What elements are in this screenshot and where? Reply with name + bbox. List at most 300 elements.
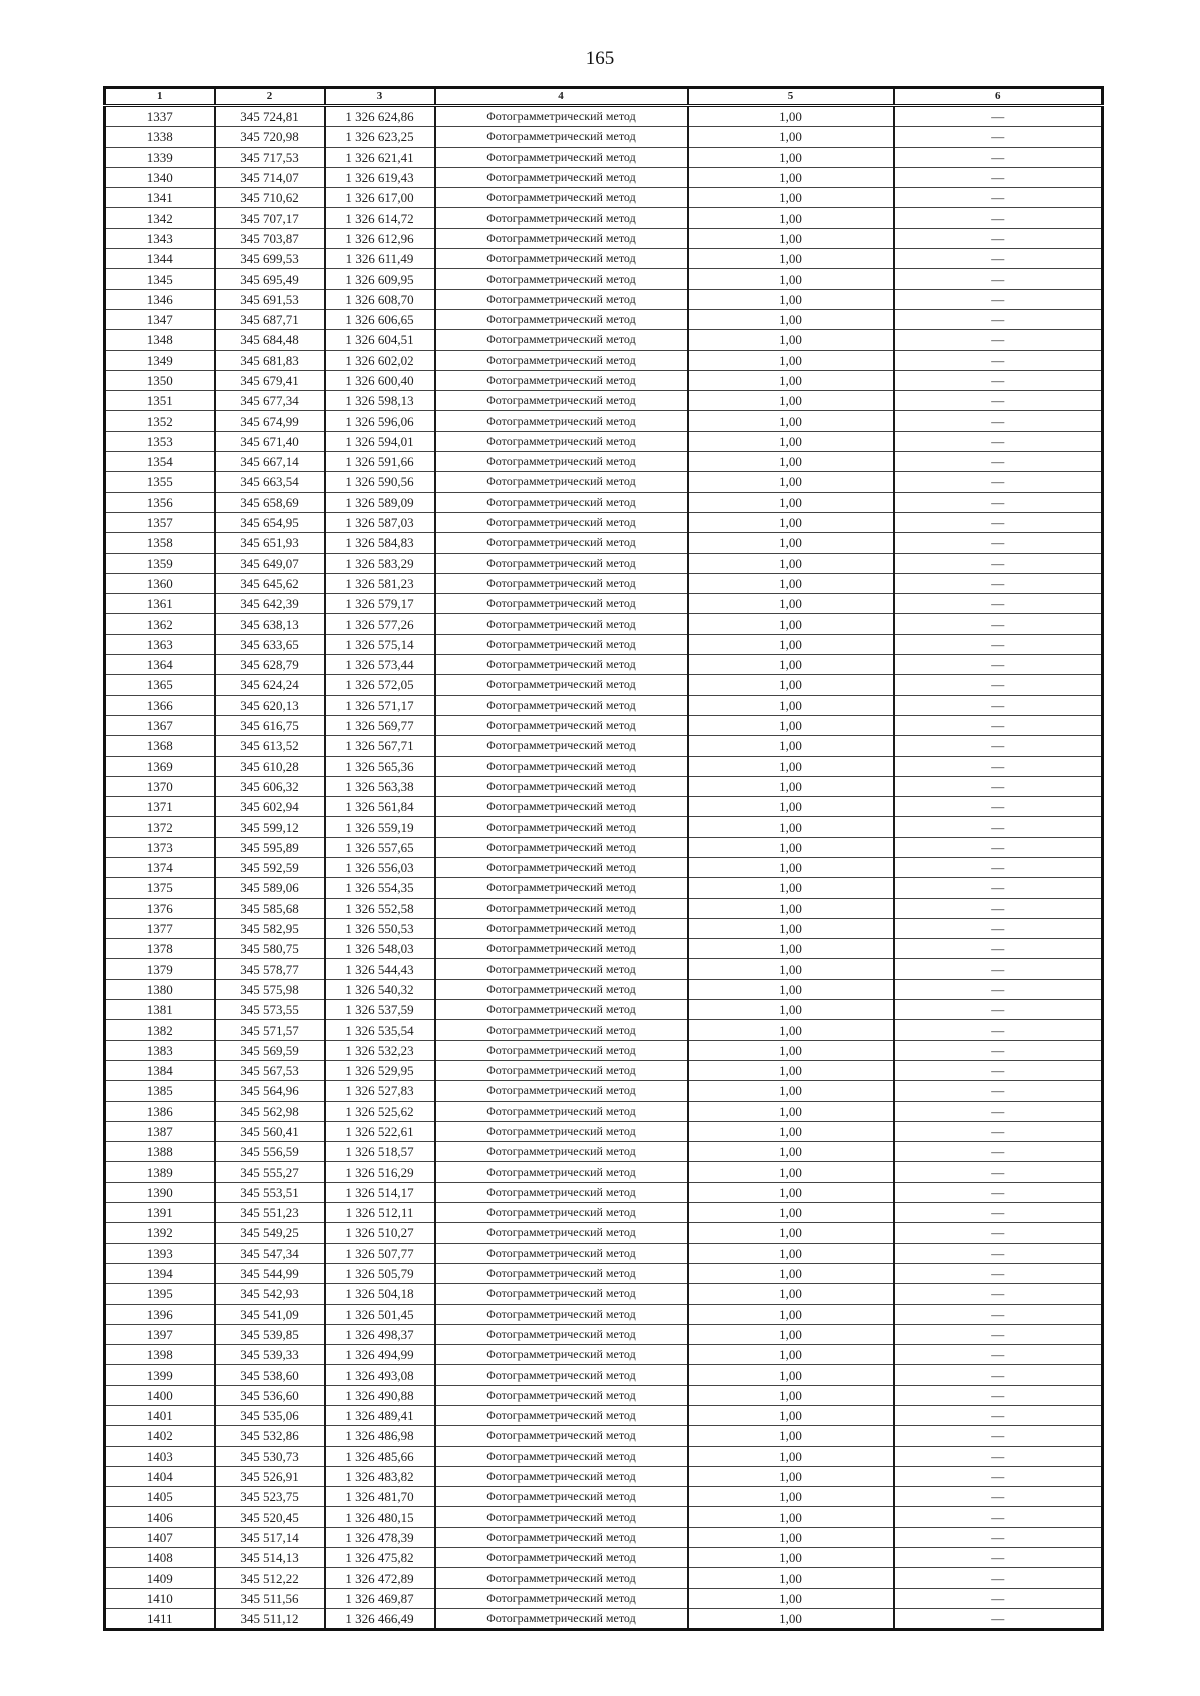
accuracy-cell: 1,00 — [688, 512, 894, 532]
point-number-cell: 1345 — [105, 269, 215, 289]
table-row — [105, 1020, 1103, 1040]
point-number-cell: 1391 — [105, 1203, 215, 1223]
point-number-cell: 1387 — [105, 1121, 215, 1141]
x-coordinate-cell: 345 555,27 — [215, 1162, 325, 1182]
point-number-cell: 1390 — [105, 1182, 215, 1202]
accuracy-cell: 1,00 — [688, 1223, 894, 1243]
table-row — [105, 431, 1103, 451]
x-coordinate-cell: 345 512,22 — [215, 1568, 325, 1588]
table-row — [105, 1568, 1103, 1588]
accuracy-cell: 1,00 — [688, 1406, 894, 1426]
point-number-cell: 1342 — [105, 208, 215, 228]
point-number-cell: 1410 — [105, 1588, 215, 1608]
description-cell: — — [894, 492, 1103, 512]
y-coordinate-cell: 1 326 512,11 — [325, 1203, 435, 1223]
y-coordinate-cell: 1 326 567,71 — [325, 736, 435, 756]
method-cell: Фотограмметрический метод — [435, 1121, 688, 1141]
method-cell: Фотограмметрический метод — [435, 208, 688, 228]
y-coordinate-cell: 1 326 611,49 — [325, 249, 435, 269]
description-cell: — — [894, 898, 1103, 918]
y-coordinate-cell: 1 326 510,27 — [325, 1223, 435, 1243]
point-number-cell: 1379 — [105, 959, 215, 979]
method-cell: Фотограмметрический метод — [435, 1284, 688, 1304]
x-coordinate-cell: 345 571,57 — [215, 1020, 325, 1040]
y-coordinate-cell: 1 326 612,96 — [325, 228, 435, 248]
x-coordinate-cell: 345 687,71 — [215, 309, 325, 329]
method-cell: Фотограмметрический метод — [435, 715, 688, 735]
x-coordinate-cell: 345 520,45 — [215, 1507, 325, 1527]
table-row — [105, 1406, 1103, 1426]
point-number-cell: 1341 — [105, 188, 215, 208]
table-row — [105, 370, 1103, 390]
method-cell: Фотограмметрический метод — [435, 1608, 688, 1629]
method-cell: Фотограмметрический метод — [435, 309, 688, 329]
table-row — [105, 452, 1103, 472]
point-number-cell: 1389 — [105, 1162, 215, 1182]
method-cell: Фотограмметрический метод — [435, 776, 688, 796]
table-row — [105, 715, 1103, 735]
method-cell: Фотограмметрический метод — [435, 452, 688, 472]
method-cell: Фотограмметрический метод — [435, 878, 688, 898]
y-coordinate-cell: 1 326 478,39 — [325, 1527, 435, 1547]
method-cell: Фотограмметрический метод — [435, 1020, 688, 1040]
method-cell: Фотограмметрический метод — [435, 249, 688, 269]
y-coordinate-cell: 1 326 518,57 — [325, 1142, 435, 1162]
accuracy-cell: 1,00 — [688, 1324, 894, 1344]
accuracy-cell: 1,00 — [688, 1345, 894, 1365]
accuracy-cell: 1,00 — [688, 127, 894, 147]
accuracy-cell: 1,00 — [688, 167, 894, 187]
accuracy-cell: 1,00 — [688, 594, 894, 614]
x-coordinate-cell: 345 633,65 — [215, 634, 325, 654]
method-cell: Фотограмметрический метод — [435, 1507, 688, 1527]
accuracy-cell: 1,00 — [688, 1548, 894, 1568]
point-number-cell: 1354 — [105, 452, 215, 472]
x-coordinate-cell: 345 616,75 — [215, 715, 325, 735]
description-cell: — — [894, 939, 1103, 959]
method-cell: Фотограмметрический метод — [435, 1060, 688, 1080]
x-coordinate-cell: 345 658,69 — [215, 492, 325, 512]
y-coordinate-cell: 1 326 550,53 — [325, 918, 435, 938]
description-cell: — — [894, 188, 1103, 208]
description-cell: — — [894, 573, 1103, 593]
point-number-cell: 1408 — [105, 1548, 215, 1568]
table-row — [105, 1507, 1103, 1527]
description-cell: — — [894, 857, 1103, 877]
description-cell: — — [894, 1304, 1103, 1324]
accuracy-cell: 1,00 — [688, 1527, 894, 1547]
accuracy-cell: 1,00 — [688, 533, 894, 553]
accuracy-cell: 1,00 — [688, 1182, 894, 1202]
y-coordinate-cell: 1 326 581,23 — [325, 573, 435, 593]
description-cell: — — [894, 1020, 1103, 1040]
accuracy-cell: 1,00 — [688, 695, 894, 715]
description-cell: — — [894, 817, 1103, 837]
page-number: 165 — [585, 48, 615, 69]
accuracy-cell: 1,00 — [688, 1162, 894, 1182]
method-cell: Фотограмметрический метод — [435, 817, 688, 837]
y-coordinate-cell: 1 326 571,17 — [325, 695, 435, 715]
accuracy-cell: 1,00 — [688, 1487, 894, 1507]
x-coordinate-cell: 345 620,13 — [215, 695, 325, 715]
description-cell: — — [894, 452, 1103, 472]
y-coordinate-cell: 1 326 529,95 — [325, 1060, 435, 1080]
description-cell: — — [894, 1385, 1103, 1405]
table-row — [105, 776, 1103, 796]
accuracy-cell: 1,00 — [688, 1121, 894, 1141]
accuracy-cell: 1,00 — [688, 857, 894, 877]
description-cell: — — [894, 289, 1103, 309]
table-row — [105, 1304, 1103, 1324]
x-coordinate-cell: 345 624,24 — [215, 675, 325, 695]
method-cell: Фотограмметрический метод — [435, 1182, 688, 1202]
x-coordinate-cell: 345 511,12 — [215, 1608, 325, 1629]
table-row — [105, 1182, 1103, 1202]
table-row — [105, 918, 1103, 938]
y-coordinate-cell: 1 326 544,43 — [325, 959, 435, 979]
y-coordinate-cell: 1 326 532,23 — [325, 1040, 435, 1060]
column-header-2: 2 — [215, 88, 325, 106]
description-cell: — — [894, 208, 1103, 228]
x-coordinate-cell: 345 562,98 — [215, 1101, 325, 1121]
point-number-cell: 1358 — [105, 533, 215, 553]
x-coordinate-cell: 345 573,55 — [215, 1000, 325, 1020]
accuracy-cell: 1,00 — [688, 1284, 894, 1304]
accuracy-cell: 1,00 — [688, 655, 894, 675]
x-coordinate-cell: 345 582,95 — [215, 918, 325, 938]
y-coordinate-cell: 1 326 552,58 — [325, 898, 435, 918]
accuracy-cell: 1,00 — [688, 391, 894, 411]
description-cell: — — [894, 1466, 1103, 1486]
method-cell: Фотограмметрический метод — [435, 1588, 688, 1608]
method-cell: Фотограмметрический метод — [435, 756, 688, 776]
description-cell: — — [894, 1000, 1103, 1020]
table-row — [105, 1223, 1103, 1243]
table-row — [105, 1487, 1103, 1507]
method-cell: Фотограмметрический метод — [435, 167, 688, 187]
accuracy-cell: 1,00 — [688, 249, 894, 269]
x-coordinate-cell: 345 589,06 — [215, 878, 325, 898]
point-number-cell: 1367 — [105, 715, 215, 735]
x-coordinate-cell: 345 564,96 — [215, 1081, 325, 1101]
x-coordinate-cell: 345 628,79 — [215, 655, 325, 675]
method-cell: Фотограмметрический метод — [435, 573, 688, 593]
table-row — [105, 208, 1103, 228]
y-coordinate-cell: 1 326 490,88 — [325, 1385, 435, 1405]
accuracy-cell: 1,00 — [688, 878, 894, 898]
method-cell: Фотограмметрический метод — [435, 939, 688, 959]
description-cell: — — [894, 1446, 1103, 1466]
table-row — [105, 1060, 1103, 1080]
accuracy-cell: 1,00 — [688, 1243, 894, 1263]
method-cell: Фотограмметрический метод — [435, 147, 688, 167]
description-cell: — — [894, 776, 1103, 796]
table-row — [105, 655, 1103, 675]
method-cell: Фотограмметрический метод — [435, 1263, 688, 1283]
description-cell: — — [894, 249, 1103, 269]
table-row — [105, 1040, 1103, 1060]
method-cell: Фотограмметрический метод — [435, 1324, 688, 1344]
point-number-cell: 1340 — [105, 167, 215, 187]
x-coordinate-cell: 345 547,34 — [215, 1243, 325, 1263]
table-row — [105, 1548, 1103, 1568]
method-cell: Фотограмметрический метод — [435, 837, 688, 857]
accuracy-cell: 1,00 — [688, 289, 894, 309]
x-coordinate-cell: 345 551,23 — [215, 1203, 325, 1223]
x-coordinate-cell: 345 556,59 — [215, 1142, 325, 1162]
table-row — [105, 289, 1103, 309]
accuracy-cell: 1,00 — [688, 573, 894, 593]
table-row — [105, 1263, 1103, 1283]
accuracy-cell: 1,00 — [688, 817, 894, 837]
y-coordinate-cell: 1 326 587,03 — [325, 512, 435, 532]
accuracy-cell: 1,00 — [688, 1203, 894, 1223]
point-number-cell: 1363 — [105, 634, 215, 654]
x-coordinate-cell: 345 610,28 — [215, 756, 325, 776]
column-header-1: 1 — [105, 88, 215, 106]
method-cell: Фотограмметрический метод — [435, 797, 688, 817]
description-cell: — — [894, 350, 1103, 370]
description-cell: — — [894, 1426, 1103, 1446]
description-cell: — — [894, 1162, 1103, 1182]
point-number-cell: 1375 — [105, 878, 215, 898]
table-row — [105, 634, 1103, 654]
y-coordinate-cell: 1 326 493,08 — [325, 1365, 435, 1385]
x-coordinate-cell: 345 544,99 — [215, 1263, 325, 1283]
accuracy-cell: 1,00 — [688, 634, 894, 654]
table-row — [105, 411, 1103, 431]
x-coordinate-cell: 345 642,39 — [215, 594, 325, 614]
x-coordinate-cell: 345 703,87 — [215, 228, 325, 248]
accuracy-cell: 1,00 — [688, 1608, 894, 1629]
table-row — [105, 1365, 1103, 1385]
point-number-cell: 1352 — [105, 411, 215, 431]
table-row — [105, 512, 1103, 532]
method-cell: Фотограмметрический метод — [435, 1365, 688, 1385]
point-number-cell: 1373 — [105, 837, 215, 857]
table-row — [105, 817, 1103, 837]
x-coordinate-cell: 345 575,98 — [215, 979, 325, 999]
table-row — [105, 1426, 1103, 1446]
description-cell: — — [894, 1548, 1103, 1568]
method-cell: Фотограмметрический метод — [435, 472, 688, 492]
point-number-cell: 1376 — [105, 898, 215, 918]
table-row — [105, 472, 1103, 492]
description-cell: — — [894, 1406, 1103, 1426]
description-cell: — — [894, 431, 1103, 451]
x-coordinate-cell: 345 538,60 — [215, 1365, 325, 1385]
accuracy-cell: 1,00 — [688, 797, 894, 817]
y-coordinate-cell: 1 326 498,37 — [325, 1324, 435, 1344]
y-coordinate-cell: 1 326 590,56 — [325, 472, 435, 492]
table-row — [105, 269, 1103, 289]
point-number-cell: 1337 — [105, 106, 215, 127]
point-number-cell: 1384 — [105, 1060, 215, 1080]
description-cell: — — [894, 797, 1103, 817]
point-number-cell: 1393 — [105, 1243, 215, 1263]
table-row — [105, 736, 1103, 756]
accuracy-cell: 1,00 — [688, 1385, 894, 1405]
table-row — [105, 979, 1103, 999]
accuracy-cell: 1,00 — [688, 898, 894, 918]
table-row — [105, 391, 1103, 411]
description-cell: — — [894, 330, 1103, 350]
x-coordinate-cell: 345 539,33 — [215, 1345, 325, 1365]
description-cell: — — [894, 1568, 1103, 1588]
method-cell: Фотограмметрический метод — [435, 1385, 688, 1405]
x-coordinate-cell: 345 679,41 — [215, 370, 325, 390]
point-number-cell: 1370 — [105, 776, 215, 796]
method-cell: Фотограмметрический метод — [435, 1446, 688, 1466]
description-cell: — — [894, 533, 1103, 553]
y-coordinate-cell: 1 326 596,06 — [325, 411, 435, 431]
accuracy-cell: 1,00 — [688, 1304, 894, 1324]
y-coordinate-cell: 1 326 559,19 — [325, 817, 435, 837]
table-row — [105, 1608, 1103, 1629]
method-cell: Фотограмметрический метод — [435, 857, 688, 877]
y-coordinate-cell: 1 326 557,65 — [325, 837, 435, 857]
method-cell: Фотограмметрический метод — [435, 1162, 688, 1182]
coordinates-table — [103, 86, 1104, 1631]
x-coordinate-cell: 345 535,06 — [215, 1406, 325, 1426]
accuracy-cell: 1,00 — [688, 1446, 894, 1466]
y-coordinate-cell: 1 326 481,70 — [325, 1487, 435, 1507]
table-row — [105, 106, 1103, 127]
table-row — [105, 675, 1103, 695]
method-cell: Фотограмметрический метод — [435, 1406, 688, 1426]
accuracy-cell: 1,00 — [688, 228, 894, 248]
point-number-cell: 1401 — [105, 1406, 215, 1426]
point-number-cell: 1411 — [105, 1608, 215, 1629]
y-coordinate-cell: 1 326 548,03 — [325, 939, 435, 959]
method-cell: Фотограмметрический метод — [435, 1203, 688, 1223]
x-coordinate-cell: 345 649,07 — [215, 553, 325, 573]
x-coordinate-cell: 345 681,83 — [215, 350, 325, 370]
description-cell: — — [894, 269, 1103, 289]
y-coordinate-cell: 1 326 565,36 — [325, 756, 435, 776]
point-number-cell: 1388 — [105, 1142, 215, 1162]
method-cell: Фотограмметрический метод — [435, 330, 688, 350]
table-row — [105, 878, 1103, 898]
table-row — [105, 939, 1103, 959]
point-number-cell: 1371 — [105, 797, 215, 817]
accuracy-cell: 1,00 — [688, 188, 894, 208]
point-number-cell: 1396 — [105, 1304, 215, 1324]
method-cell: Фотограмметрический метод — [435, 1466, 688, 1486]
method-cell: Фотограмметрический метод — [435, 634, 688, 654]
x-coordinate-cell: 345 542,93 — [215, 1284, 325, 1304]
x-coordinate-cell: 345 514,13 — [215, 1548, 325, 1568]
y-coordinate-cell: 1 326 472,89 — [325, 1568, 435, 1588]
point-number-cell: 1383 — [105, 1040, 215, 1060]
x-coordinate-cell: 345 578,77 — [215, 959, 325, 979]
y-coordinate-cell: 1 326 589,09 — [325, 492, 435, 512]
column-header-4: 4 — [435, 88, 688, 106]
table-row — [105, 1243, 1103, 1263]
y-coordinate-cell: 1 326 617,00 — [325, 188, 435, 208]
table-row — [105, 1121, 1103, 1141]
y-coordinate-cell: 1 326 602,02 — [325, 350, 435, 370]
y-coordinate-cell: 1 326 604,51 — [325, 330, 435, 350]
point-number-cell: 1350 — [105, 370, 215, 390]
y-coordinate-cell: 1 326 466,49 — [325, 1608, 435, 1629]
x-coordinate-cell: 345 663,54 — [215, 472, 325, 492]
point-number-cell: 1351 — [105, 391, 215, 411]
description-cell: — — [894, 634, 1103, 654]
point-number-cell: 1404 — [105, 1466, 215, 1486]
point-number-cell: 1361 — [105, 594, 215, 614]
description-cell: — — [894, 147, 1103, 167]
table-header — [105, 88, 1103, 106]
method-cell: Фотограмметрический метод — [435, 1142, 688, 1162]
method-cell: Фотограмметрический метод — [435, 106, 688, 127]
point-number-cell: 1385 — [105, 1081, 215, 1101]
x-coordinate-cell: 345 517,14 — [215, 1527, 325, 1547]
accuracy-cell: 1,00 — [688, 147, 894, 167]
table-row — [105, 1162, 1103, 1182]
table-row — [105, 167, 1103, 187]
accuracy-cell: 1,00 — [688, 330, 894, 350]
method-cell: Фотограмметрический метод — [435, 188, 688, 208]
y-coordinate-cell: 1 326 535,54 — [325, 1020, 435, 1040]
method-cell: Фотограмметрический метод — [435, 594, 688, 614]
x-coordinate-cell: 345 560,41 — [215, 1121, 325, 1141]
point-number-cell: 1394 — [105, 1263, 215, 1283]
description-cell: — — [894, 1081, 1103, 1101]
y-coordinate-cell: 1 326 583,29 — [325, 553, 435, 573]
point-number-cell: 1356 — [105, 492, 215, 512]
x-coordinate-cell: 345 699,53 — [215, 249, 325, 269]
y-coordinate-cell: 1 326 556,03 — [325, 857, 435, 877]
x-coordinate-cell: 345 530,73 — [215, 1446, 325, 1466]
y-coordinate-cell: 1 326 475,82 — [325, 1548, 435, 1568]
description-cell: — — [894, 228, 1103, 248]
description-cell: — — [894, 594, 1103, 614]
method-cell: Фотограмметрический метод — [435, 675, 688, 695]
method-cell: Фотограмметрический метод — [435, 127, 688, 147]
accuracy-cell: 1,00 — [688, 553, 894, 573]
y-coordinate-cell: 1 326 561,84 — [325, 797, 435, 817]
y-coordinate-cell: 1 326 575,14 — [325, 634, 435, 654]
point-number-cell: 1353 — [105, 431, 215, 451]
description-cell: — — [894, 472, 1103, 492]
accuracy-cell: 1,00 — [688, 675, 894, 695]
method-cell: Фотограмметрический метод — [435, 1243, 688, 1263]
y-coordinate-cell: 1 326 469,87 — [325, 1588, 435, 1608]
y-coordinate-cell: 1 326 606,65 — [325, 309, 435, 329]
y-coordinate-cell: 1 326 537,59 — [325, 1000, 435, 1020]
table-row — [105, 1142, 1103, 1162]
point-number-cell: 1386 — [105, 1101, 215, 1121]
accuracy-cell: 1,00 — [688, 1101, 894, 1121]
description-cell: — — [894, 715, 1103, 735]
y-coordinate-cell: 1 326 577,26 — [325, 614, 435, 634]
table-row — [105, 350, 1103, 370]
table-row — [105, 1345, 1103, 1365]
point-number-cell: 1362 — [105, 614, 215, 634]
table-row — [105, 533, 1103, 553]
description-cell: — — [894, 1101, 1103, 1121]
x-coordinate-cell: 345 592,59 — [215, 857, 325, 877]
accuracy-cell: 1,00 — [688, 370, 894, 390]
table-row — [105, 1000, 1103, 1020]
x-coordinate-cell: 345 691,53 — [215, 289, 325, 309]
point-number-cell: 1382 — [105, 1020, 215, 1040]
point-number-cell: 1397 — [105, 1324, 215, 1344]
point-number-cell: 1357 — [105, 512, 215, 532]
y-coordinate-cell: 1 326 527,83 — [325, 1081, 435, 1101]
accuracy-cell: 1,00 — [688, 1040, 894, 1060]
